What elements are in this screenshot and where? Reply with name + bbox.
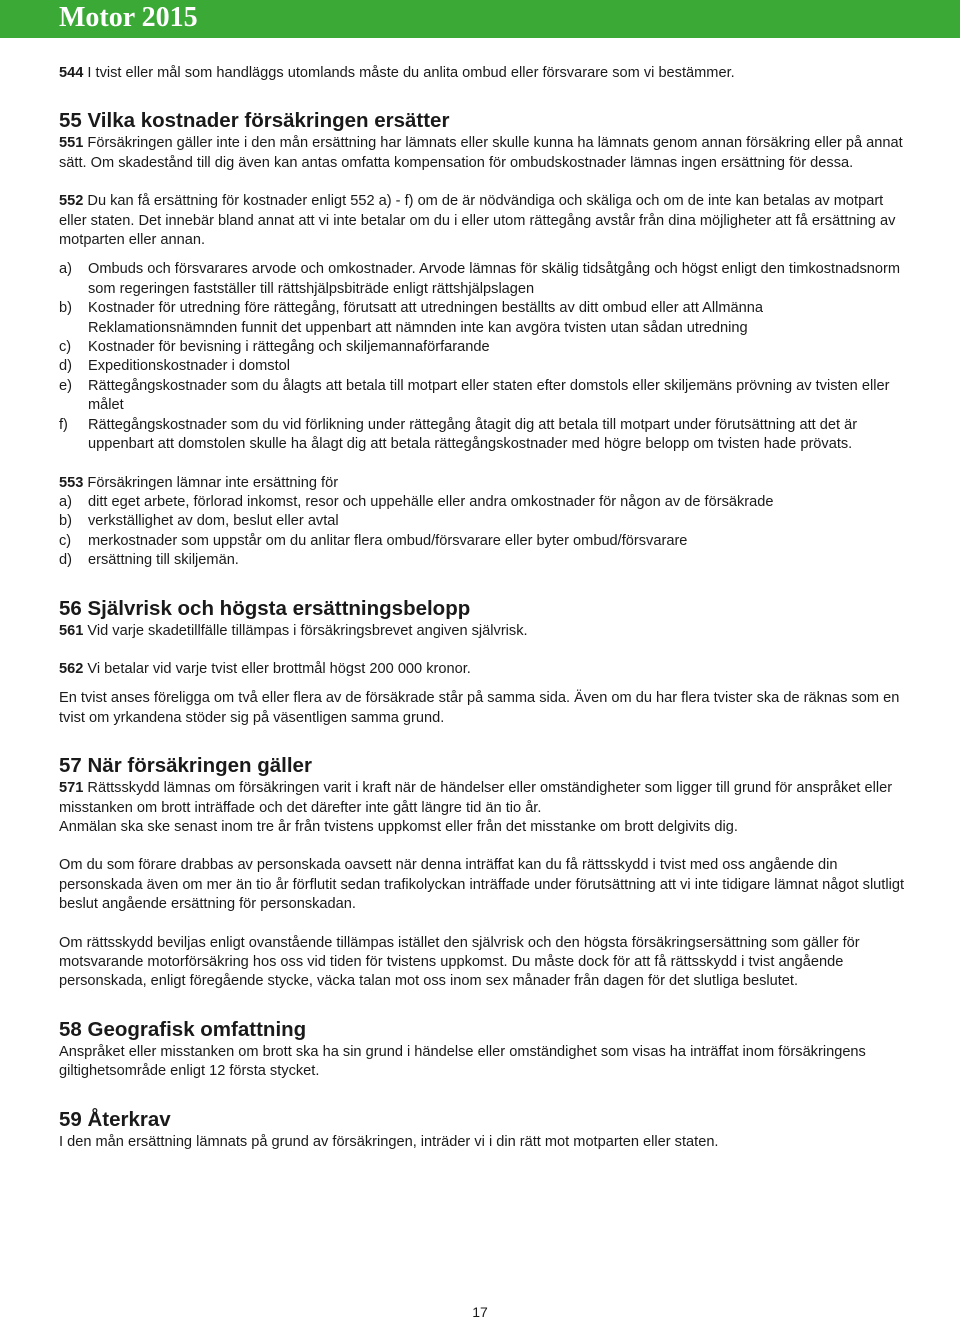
paragraph-571	[59, 779, 904, 818]
list-text: verkställighet av dom, beslut eller avtal	[88, 513, 339, 530]
list-item	[59, 260, 904, 299]
list-item	[59, 532, 904, 551]
section-heading-57: 57 När försäkringen gäller	[59, 754, 312, 778]
paragraph-553	[59, 474, 904, 493]
paragraph-562-continued: En tvist anses föreligga om två eller flera av de försäkrade står på samma sida. Även om du har flera tvister ska de räknas som en tvist om yrkandena stöder sig på väsentligen samma grund.	[59, 690, 900, 726]
list-letter: b)	[59, 513, 72, 530]
page-number: 17	[472, 1304, 488, 1320]
clause-text: I tvist eller mål som handläggs utomlands måste du anlita ombud eller försvarare som vi bestämmer.	[83, 65, 735, 81]
list-item	[59, 377, 904, 416]
section-heading-59: 59 Återkrav	[59, 1107, 171, 1131]
paragraph-544	[59, 64, 904, 83]
list-letter: f)	[59, 416, 68, 433]
list-text: Rättegångskostnader som du vid förlikning under rättegång åtagit dig att betala till motpart under förutsättning att det är uppenbart att domstolen skulle ha ålagt dig att betala rättegångskostnader med högre belopp om tvisten hade prövats.	[88, 416, 858, 453]
list-item	[59, 299, 904, 338]
clause-number: 552	[59, 193, 84, 210]
list-letter: b)	[59, 300, 72, 317]
list-item	[59, 357, 904, 376]
paragraph-571-notice: Anmälan ska ske senast inom tre år från tvistens uppkomst eller från det misstanke om brott delgivits dig.	[59, 818, 738, 835]
list-text: Ombuds och försvarares arvode och omkostnader. Arvode lämnas för skälig tidsåtgång och högst enligt den timkostnadsnorm som regeringen fastställer till rättshjälpsbiträde enligt rättshjälpslagen	[88, 261, 901, 297]
list-letter: d)	[59, 358, 72, 375]
list-letter: a)	[59, 493, 72, 510]
paragraph-561	[59, 622, 904, 641]
list-item	[59, 493, 904, 512]
paragraph-58: Anspråket eller misstanken om brott ska ha sin grund i händelse eller omständighet som visas ha inträffat inom försäkringens giltighetsområde enligt 12 första stycket.	[59, 1043, 866, 1080]
clause-text: Vi betalar vid varje tvist eller brottmål högst 200 000 kronor.	[83, 660, 471, 677]
list-letter: d)	[59, 552, 72, 569]
clause-text: Försäkringen gäller inte i den mån ersättning har lämnats eller skulle kunna ha lämnats genom annan försäkring eller på annat sätt. Om skadestånd till dig även kan antas omfatta kompensation för ombudskostnader lämnas ingen ersättning för dessa.	[59, 135, 903, 171]
list-text: Rättegångskostnader som du ålagts att betala till motpart eller staten efter domstols eller skiljemäns prövning av tvisten eller målet	[88, 377, 890, 414]
clause-number: 551	[59, 135, 84, 152]
clause-text: Rättsskydd lämnas om försäkringen varit i kraft när de händelser eller omständigheter som ligger till grund för anspråket eller misstanken om brott inträffade och det därefter inte gått längre tid än tio år.	[59, 780, 893, 816]
clause-number: 544	[59, 65, 84, 81]
list-text: ditt eget arbete, förlorad inkomst, resor och uppehälle eller andra omkostnader för någon av de försäkrade	[88, 493, 774, 510]
list-letter: a)	[59, 261, 72, 278]
clause-number: 561	[59, 622, 84, 639]
clause-text: Du kan få ersättning för kostnader enligt 552 a) - f) om de är nödvändiga och skäliga och om de inte kan betalas av motpart eller staten. Det innebär bland annat att vi inte betalar om du i eller utom rättegång avstår från dina möjligheter att få ersättning av motparten eller annan.	[59, 193, 896, 249]
section-heading-55: 55 Vilka kostnader försäkringen ersätter	[59, 109, 450, 133]
clause-text: Vid varje skadetillfälle tillämpas i försäkringsbrevet angiven självrisk.	[83, 622, 528, 639]
list-text: Kostnader för utredning före rättegång, förutsatt att utredningen beställts av ditt ombud eller att Allmänna Reklamationsnämnden funnit det uppenbart att nämnden inte kan avgöra tvisten utan sådan utredning	[88, 300, 763, 336]
clause-number: 553	[59, 474, 84, 491]
paragraph-571-deductible: Om rättsskydd beviljas enligt ovanstående tillämpas istället den självrisk och den högsta försäkringsersättning som gäller för motsvarande motorförsäkring hos oss vid tiden för tvistens uppkomst. Du måste dock för att få rättsskydd i tvist angående personskada, enligt föregående stycke, väcka talan mot oss inom sex månader från dagen för det slutliga beslutet.	[59, 934, 860, 990]
list-letter: c)	[59, 532, 72, 549]
list-item	[59, 416, 904, 455]
paragraph-562	[59, 660, 904, 679]
list-text: ersättning till skiljemän.	[88, 552, 239, 569]
header-bar	[0, 0, 960, 38]
paragraph-552	[59, 192, 904, 250]
list-letter: e)	[59, 377, 72, 394]
page-content	[59, 64, 904, 1152]
paragraph-551	[59, 134, 904, 173]
list-552	[59, 260, 904, 454]
paragraph-59: I den mån ersättning lämnats på grund av försäkringen, inträder vi i din rätt mot motparten eller staten.	[59, 1133, 719, 1150]
list-letter: c)	[59, 339, 72, 356]
clause-number: 562	[59, 660, 84, 677]
clause-number: 571	[59, 780, 84, 797]
list-item	[59, 338, 904, 357]
document-title: Motor 2015	[59, 2, 198, 33]
list-text: merkostnader som uppstår om du anlitar flera ombud/försvarare eller byter ombud/försvarare	[88, 532, 688, 549]
list-item	[59, 551, 904, 570]
list-text: Expeditionskostnader i domstol	[88, 358, 290, 375]
list-text: Kostnader för bevisning i rättegång och skiljemannaförfarande	[88, 339, 490, 356]
paragraph-571-personal-injury: Om du som förare drabbas av personskada oavsett när denna inträffat kan du få rättsskydd i tvist med oss angående din personskada även om mer än tio år förflutit sedan trafikolyckan inträffade under förutsättning att vi inte tidigare lämnat något slutligt beslut angående ersättning för personskadan.	[59, 857, 905, 913]
clause-text: Försäkringen lämnar inte ersättning för	[83, 474, 339, 491]
list-item	[59, 512, 904, 531]
section-heading-58: 58 Geografisk omfattning	[59, 1017, 307, 1041]
section-heading-56: 56 Självrisk och högsta ersättningsbelopp	[59, 596, 471, 620]
list-553	[59, 493, 904, 571]
